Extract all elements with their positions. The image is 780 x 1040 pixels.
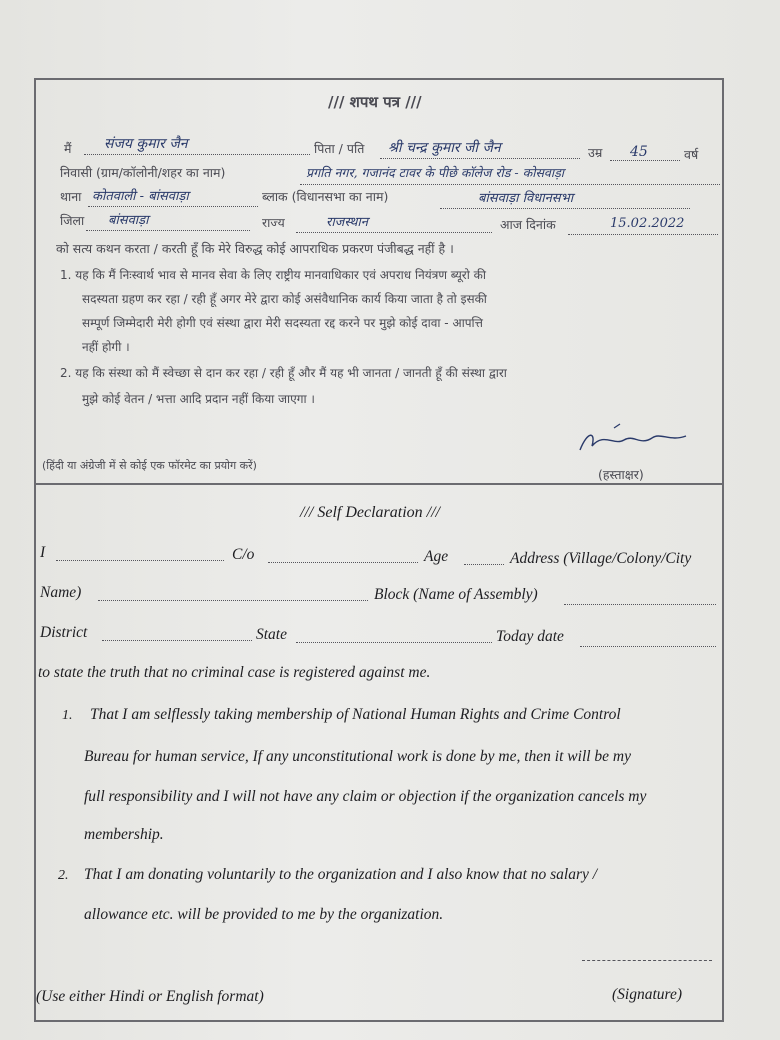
father-value: श्री चन्द्र कुमार जी जैन: [388, 140, 501, 156]
age-value: 45: [630, 144, 648, 160]
hindi-signature-mark: [574, 420, 694, 460]
co-label: C/o: [232, 546, 255, 563]
point2-number: 2.: [58, 868, 69, 883]
state-label-en: State: [256, 626, 287, 643]
date-value: 15.02.2022: [610, 216, 685, 231]
police-value: कोतवाली - बांसवाड़ा: [92, 189, 189, 204]
hindi-point1-line2: सदस्यता ग्रहण कर रहा / रही हूँ अगर मेरे द्वारा कोई असंवैधानिक कार्य किया जाता है तो इसकी: [82, 292, 487, 306]
district-value: बांसवाड़ा: [108, 213, 149, 228]
point1-line1: That I am selflessly taking membership of National Human Rights and Crime Control: [90, 706, 621, 723]
date-label-en: Today date: [496, 628, 564, 645]
age-label: उम्र: [588, 145, 603, 160]
district-label-en: District: [40, 624, 88, 641]
name-dotted-line: [84, 154, 310, 155]
english-format-note: (Use either Hindi or English format): [36, 988, 264, 1005]
block-label-en: Block (Name of Assembly): [374, 586, 538, 603]
assembly-value: बांसवाड़ा विधानसभा: [478, 191, 574, 206]
district-label: जिला: [60, 213, 85, 228]
block-label: ब्लाक (विधानसभा का नाम): [262, 189, 389, 204]
hindi-main-label: मैं: [64, 141, 72, 156]
age-label-en: Age: [424, 548, 449, 565]
father-label: पिता / पति: [314, 141, 365, 156]
state-dotted-line-en: [296, 642, 492, 643]
address-value: प्रगति नगर, गजानंद टावर के पीछे कॉलेज रोड - कोसवाड़ा: [306, 165, 565, 180]
name-label-en: Name): [40, 584, 82, 601]
date-dotted-line: [568, 234, 718, 235]
hindi-signature-label: (हस्ताक्षर): [598, 467, 644, 482]
years-label: वर्ष: [684, 147, 699, 162]
i-label: I: [40, 544, 46, 561]
police-label: थाना: [60, 189, 82, 204]
state-value: राजस्थान: [326, 215, 369, 230]
district-dotted-line: [86, 230, 250, 231]
i-dotted-line: [56, 560, 224, 561]
name-dotted-line-en: [98, 600, 368, 601]
resident-label: निवासी (ग्राम/कॉलोनी/शहर का नाम): [60, 165, 226, 180]
date-label: आज दिनांक: [500, 217, 556, 232]
block-dotted-line-en: [564, 604, 716, 605]
hindi-point2-line2: मुझे कोई वेतन / भत्ता आदि प्रदान नहीं किया जाएगा ।: [82, 392, 315, 406]
point1-number: 1.: [62, 708, 73, 723]
assembly-dotted-line: [440, 208, 690, 209]
hindi-point1-line3: सम्पूर्ण जिम्मेदारी मेरी होगी एवं संस्था द्वारा मेरी सदस्यता रद्द करने पर मुझे कोई दावा - आपत्ति: [82, 316, 483, 330]
point2-line2: allowance etc. will be provided to me by the organization.: [84, 906, 444, 923]
hindi-point2-line1: 2. यह कि संस्था को मैं स्वेच्छा से दान कर रहा / रही हूँ और मैं यह भी जानता / जानती हूँ की संस्था द्वारा: [60, 366, 507, 380]
hindi-point1-line4: नहीं होगी ।: [82, 340, 130, 354]
address-dotted-line: [300, 184, 720, 185]
police-dotted-line: [88, 206, 258, 207]
english-title: /// Self Declaration ///: [300, 504, 440, 521]
hindi-statement: को सत्य कथन करता / करती हूँ कि मेरे विरुद्ध कोई आपराधिक प्रकरण पंजीबद्ध नहीं है ।: [56, 241, 454, 256]
age-dotted-line: [610, 160, 680, 161]
point1-line4: membership.: [84, 826, 164, 843]
english-signature-label: (Signature): [612, 986, 683, 1003]
co-dotted-line: [268, 562, 418, 563]
point2-line1: That I am donating voluntarily to the organization and I also know that no salary /: [84, 866, 598, 883]
section-divider: [34, 483, 724, 485]
father-dotted-line: [380, 158, 580, 159]
address-label-en: Address (Village/Colony/City: [510, 550, 692, 567]
hindi-format-note: (हिंदी या अंग्रेजी में से कोई एक फॉरमेट का प्रयोग करें): [42, 459, 257, 472]
signature-line: [582, 960, 712, 961]
point1-line2: Bureau for human service, If any unconstitutional work is done by me, then it will be my: [84, 748, 632, 765]
date-dotted-line-en: [580, 646, 716, 647]
point1-line3: full responsibility and I will not have any claim or objection if the organization cancels my: [84, 788, 647, 805]
hindi-point1-line1: 1. यह कि मैं निःस्वार्थ भाव से मानव सेवा के लिए राष्ट्रीय मानवाधिकार एवं अपराध नियंत्रण ब्यूरो की: [60, 268, 486, 282]
state-dotted-line: [296, 232, 492, 233]
district-dotted-line-en: [102, 640, 252, 641]
state-label: राज्य: [262, 215, 285, 230]
name-value: संजय कुमार जैन: [104, 136, 188, 152]
english-statement: to state the truth that no criminal case is registered against me.: [38, 664, 431, 681]
age-dotted-line-en: [464, 564, 504, 565]
hindi-title: /// शपथ पत्र ///: [328, 93, 422, 111]
